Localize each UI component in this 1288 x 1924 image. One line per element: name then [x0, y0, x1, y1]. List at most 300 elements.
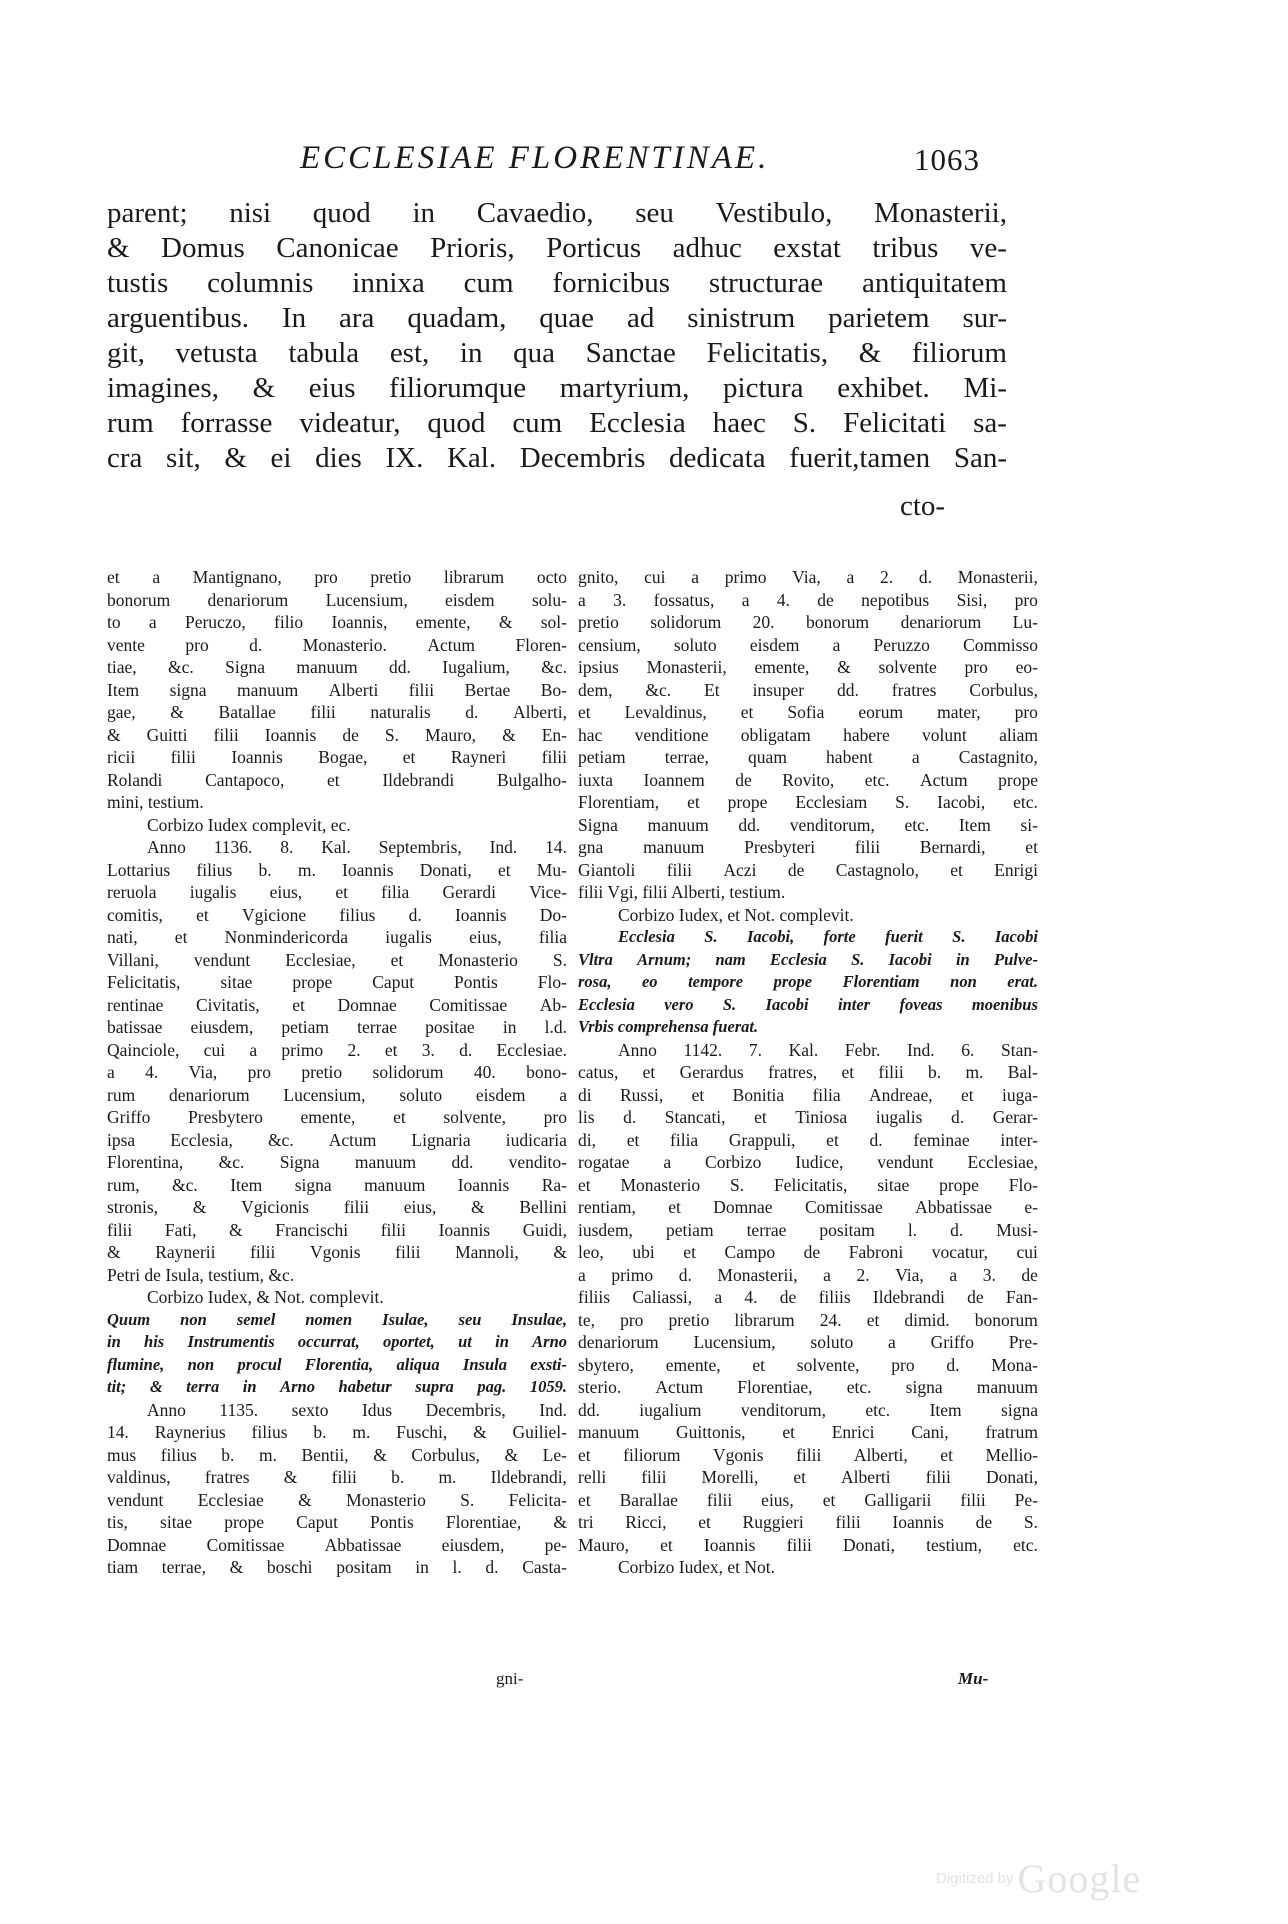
column-word: Rovito, — [782, 769, 835, 790]
column-word: Grappuli, — [728, 1129, 796, 1150]
column-word: terrae, — [664, 747, 709, 767]
column-word: Ioannis — [457, 1174, 510, 1195]
column-word: Arno — [532, 1332, 567, 1351]
column-word: et — [950, 859, 963, 880]
column-word: e- — [1024, 1197, 1038, 1217]
column-word: et — [782, 1422, 795, 1442]
column-word: terrae, — [161, 1557, 206, 1577]
column-word: Anno — [147, 1399, 186, 1420]
column-word: denariorum — [900, 612, 982, 632]
main-text-word: forrasse — [180, 407, 273, 439]
column-word: filii — [641, 1467, 667, 1487]
main-text-word: dedicata — [669, 442, 766, 474]
column-word: pro — [185, 634, 209, 655]
main-text-word: tustis — [107, 267, 169, 299]
column-word: aliam — [999, 724, 1038, 745]
column-word: Anno — [147, 837, 186, 857]
left-column-line — [107, 566, 567, 589]
column-word: et — [1025, 837, 1038, 857]
column-word: Enrigi — [994, 859, 1038, 880]
column-word: a — [663, 1152, 672, 1172]
main-text-word: in — [459, 337, 483, 369]
column-word: de — [967, 1287, 984, 1307]
main-text-word: dies — [315, 442, 362, 474]
left-column-line — [107, 881, 567, 904]
column-word: pro — [314, 567, 338, 587]
column-word: vendito- — [508, 1152, 567, 1172]
column-word: Iacobi — [888, 949, 932, 969]
column-word: filii — [666, 859, 693, 880]
column-word: & — [504, 1444, 519, 1465]
column-word: positam — [819, 1219, 875, 1240]
column-word: et — [866, 1309, 880, 1330]
column-word: Kal. — [788, 1039, 819, 1060]
column-word: Caput — [372, 972, 415, 992]
left-column-line — [107, 634, 567, 657]
main-text-word: Felicitati — [843, 407, 947, 439]
column-word: 24. — [819, 1309, 842, 1330]
main-text-word: antiquitatem — [862, 267, 1007, 299]
column-word: Ioannis — [231, 747, 283, 767]
main-text-word: videatur, — [299, 407, 401, 439]
column-word: Cani, — [911, 1422, 949, 1442]
column-word: etc. — [904, 814, 930, 835]
column-word: Lottarius — [107, 859, 171, 880]
column-word: Mona- — [991, 1354, 1038, 1375]
column-word: Via, — [792, 567, 821, 587]
column-word: a — [846, 567, 855, 587]
running-head — [300, 140, 1000, 180]
left-column-line — [107, 724, 567, 747]
column-word: erat. — [1007, 972, 1038, 991]
main-text-word: seu — [635, 197, 674, 229]
watermark-digitized-by: Digitized by — [936, 1870, 1014, 1887]
right-column-line — [578, 1489, 1038, 1512]
column-word: Vgicione — [242, 904, 307, 925]
column-word: dd. — [738, 814, 761, 835]
column-word: positae — [425, 1017, 475, 1037]
column-word: solidorum — [650, 612, 722, 632]
column-word: emente, — [665, 1354, 721, 1375]
main-text-word: Cavaedio, — [476, 197, 594, 229]
column-word: Et — [704, 679, 720, 700]
right-column-line — [578, 1331, 1038, 1354]
column-word: 2. — [347, 1039, 361, 1060]
column-word: Guiliel- — [512, 1422, 567, 1442]
column-word: Musi- — [996, 1219, 1038, 1240]
column-word: foveas — [899, 994, 943, 1014]
column-word: de — [1021, 1264, 1038, 1285]
column-word: pe- — [544, 1534, 567, 1555]
main-text-word: Monasterii, — [874, 197, 1007, 229]
column-word: et — [578, 1489, 591, 1510]
left-column-line — [107, 1556, 567, 1579]
column-word: rentiam, — [578, 1197, 636, 1217]
column-word: Lucensium, — [283, 1084, 366, 1105]
left-column-line — [107, 589, 567, 612]
column-word: a — [578, 1264, 586, 1285]
right-column-line — [578, 1219, 1038, 1242]
column-word: rum, — [107, 1174, 140, 1195]
column-word: tempore — [688, 972, 744, 991]
column-word: pro — [1014, 702, 1038, 722]
column-word: pro — [964, 657, 988, 677]
column-word: Guitti — [146, 724, 188, 745]
right-column-line — [578, 1039, 1038, 1062]
column-word: pretio — [370, 567, 412, 587]
column-word: 4. — [776, 589, 790, 610]
left-column-line: Petri de Isula, testium, &c. — [107, 1264, 295, 1285]
column-word: Domnae — [713, 1197, 773, 1217]
right-column-notes — [578, 566, 1038, 1579]
column-word: et — [960, 1084, 974, 1105]
column-word: habere — [843, 724, 890, 745]
column-word: iugalis — [385, 927, 432, 947]
main-text-word: nisi — [229, 197, 272, 229]
column-word: de — [817, 589, 834, 610]
column-word: 14. — [107, 1422, 129, 1442]
column-word: rentinae — [107, 994, 164, 1015]
column-word: ipsa — [107, 1129, 136, 1150]
left-column-line — [107, 746, 567, 769]
column-word: Sisi, — [956, 589, 988, 610]
column-word: signa — [294, 1174, 332, 1195]
column-word: et — [740, 702, 754, 722]
column-word: 4. — [744, 1287, 758, 1307]
column-word: terrae — [746, 1219, 787, 1240]
column-word: et — [822, 1489, 836, 1510]
column-word: a — [949, 1264, 958, 1285]
right-column-line — [578, 1421, 1038, 1444]
column-word: Ecclesia — [578, 994, 635, 1014]
column-word: m. — [438, 1467, 457, 1487]
column-word: relli — [578, 1467, 607, 1487]
left-column-line — [107, 1084, 567, 1107]
column-word: Signa — [279, 1152, 320, 1172]
column-word: librarum — [443, 567, 505, 587]
column-word: a — [832, 634, 841, 655]
column-word: S. — [704, 927, 718, 946]
column-word: d. — [249, 634, 263, 655]
main-text-word: pictura — [723, 372, 804, 404]
column-word: occurrat, — [297, 1332, 360, 1351]
column-word: Isulae, — [382, 1309, 429, 1329]
column-word: l.d. — [544, 1017, 567, 1037]
main-text-word: & — [858, 337, 882, 369]
column-word: Arno — [280, 1377, 315, 1396]
column-word: Bertae — [464, 679, 511, 700]
column-word: sitae — [220, 972, 253, 992]
main-text-line — [107, 231, 1007, 266]
right-column-line — [578, 1084, 1038, 1107]
main-text-word: parent; — [107, 197, 188, 229]
column-word: et — [292, 994, 305, 1015]
column-word: d. — [485, 1557, 499, 1577]
column-word: Bellini — [519, 1197, 567, 1217]
column-word: Donati, — [985, 1467, 1038, 1487]
right-column-line — [578, 1376, 1038, 1399]
column-word: solvente, — [796, 1354, 860, 1375]
column-word: manuum — [976, 1377, 1038, 1397]
column-word: d. — [408, 904, 422, 925]
column-word: Stan- — [1001, 1039, 1038, 1060]
main-text-word: ara — [339, 302, 375, 334]
column-word: exsti- — [530, 1354, 567, 1374]
column-word: & — [107, 724, 121, 745]
column-word: bonorum — [805, 612, 870, 632]
right-column-line — [578, 769, 1038, 792]
column-word: & — [170, 702, 184, 722]
main-text-word: qua — [513, 337, 555, 369]
column-word: Via, — [895, 1264, 924, 1285]
column-word: et — [687, 792, 700, 812]
column-word: positam — [336, 1557, 392, 1577]
right-column-line — [578, 859, 1038, 882]
column-word: fratres — [891, 679, 937, 700]
left-column-line — [107, 836, 567, 859]
column-word: tiae, — [107, 657, 137, 677]
column-word: &c. — [168, 657, 194, 677]
column-word: pretio — [578, 612, 619, 632]
column-word: Ab- — [539, 994, 567, 1015]
column-word: a — [152, 567, 161, 587]
main-text-word: parietem — [828, 302, 930, 334]
column-word: fuerit — [885, 927, 923, 946]
right-column-line — [578, 791, 1038, 814]
column-word: non — [180, 1309, 207, 1329]
left-column-line — [107, 1196, 567, 1219]
column-word: 2. — [880, 567, 894, 587]
column-word: nomen — [305, 1309, 353, 1329]
column-word: Monasterio. — [302, 634, 387, 655]
column-word: batissae — [107, 1017, 163, 1037]
main-text-line — [107, 441, 1007, 476]
column-word: S. — [730, 1174, 745, 1195]
right-column-line — [578, 679, 1038, 702]
column-word: et — [327, 769, 340, 790]
column-word: Item — [107, 679, 140, 700]
column-word: dimid. — [904, 1309, 950, 1330]
column-word: petiam — [578, 747, 626, 767]
column-word: Anno — [618, 1039, 657, 1060]
column-word: Casta- — [522, 1557, 567, 1577]
column-word: et — [754, 1107, 767, 1127]
column-word: Nonmindericorda — [224, 927, 349, 947]
left-column-notes — [107, 566, 567, 1579]
column-word: Abbatissae — [324, 1534, 402, 1555]
column-word: Civitatis, — [195, 994, 260, 1015]
column-word: et — [107, 567, 120, 587]
main-text-word: exstat — [773, 232, 841, 264]
column-word: vero — [664, 994, 694, 1014]
column-word: Levaldinus, — [624, 702, 707, 722]
column-word: & — [553, 1512, 567, 1532]
column-word: Raynerius — [154, 1422, 226, 1442]
column-word: Fabroni — [848, 1242, 904, 1262]
main-text-word: quadam, — [407, 302, 507, 334]
main-text-word: git, — [107, 337, 145, 369]
main-text-word: est, — [389, 337, 430, 369]
column-word: soluto — [399, 1084, 443, 1105]
main-text-word: S. — [792, 407, 817, 439]
column-word: Ioannis — [264, 724, 317, 745]
column-word: tit; — [107, 1377, 127, 1396]
column-word: Gerardi — [442, 882, 496, 902]
column-word: & — [229, 1219, 243, 1240]
column-word: Bernardi, — [919, 837, 986, 857]
column-word: soluto — [673, 634, 717, 655]
column-word: etc. — [865, 1399, 891, 1420]
main-text-line — [107, 196, 1007, 231]
column-word: Pontis — [454, 972, 498, 992]
right-column-line — [578, 1286, 1038, 1309]
column-word: Lucensium, — [693, 1332, 776, 1352]
column-word: filii — [343, 1197, 370, 1217]
column-word: Campo — [724, 1242, 776, 1262]
column-word: Alberti — [328, 679, 379, 700]
column-word: nam — [715, 949, 746, 969]
right-column-line — [578, 746, 1038, 769]
column-word: Griffo — [107, 1107, 151, 1127]
right-column-line: Vrbis comprehensa fuerat. — [578, 1017, 759, 1036]
column-word: etc. — [864, 769, 890, 790]
right-column-line — [578, 1061, 1038, 1084]
column-word: Fan- — [1005, 1287, 1038, 1307]
column-word: Flo- — [537, 972, 567, 992]
column-word: comitis, — [107, 904, 163, 925]
column-word: volunt — [922, 724, 967, 745]
column-word: Iudice, — [795, 1152, 844, 1172]
column-word: quam — [748, 747, 787, 767]
column-word: Floren- — [515, 634, 567, 655]
column-word: et — [683, 1242, 696, 1262]
column-word: Decembris, — [425, 1399, 506, 1420]
column-word: et — [174, 927, 188, 947]
main-text-word: filiorum — [911, 337, 1007, 369]
column-word: Ind. — [489, 837, 518, 857]
column-word: Domnae — [337, 994, 397, 1015]
main-text-word: IX. — [385, 442, 424, 474]
column-word: 2. — [856, 1264, 870, 1285]
main-text-word: cra — [107, 442, 143, 474]
column-word: Alberti, — [513, 702, 567, 722]
column-word: leo, — [578, 1242, 604, 1262]
right-column-line — [578, 814, 1038, 837]
main-text-word: quod — [427, 407, 486, 439]
main-text-word: ve- — [969, 232, 1007, 264]
main-text-word: adhuc — [672, 232, 742, 264]
column-word: tri — [578, 1512, 594, 1532]
column-word: primo — [281, 1039, 324, 1060]
column-word: Guittonis, — [676, 1422, 746, 1442]
column-word: 20. — [752, 612, 775, 632]
main-text-word: Decembris — [519, 442, 646, 474]
column-word: filii — [395, 1242, 421, 1262]
column-word: S. — [851, 949, 865, 969]
column-word: Ecclesia, — [170, 1129, 233, 1150]
column-word: Via, — [188, 1062, 218, 1082]
column-word: Comitissae — [206, 1534, 285, 1555]
column-word: insuper — [752, 679, 805, 700]
left-column-line — [107, 656, 567, 679]
right-column-catchword: Mu- — [958, 1669, 989, 1688]
column-word: & — [298, 1489, 312, 1510]
column-word: Monasterio — [620, 1174, 701, 1195]
column-word: Lignaria — [411, 1129, 471, 1150]
column-word: Fuschi, — [396, 1422, 448, 1442]
column-word: et — [626, 1129, 640, 1150]
column-word: et — [940, 1444, 953, 1465]
column-word: Comitissae — [804, 1197, 883, 1217]
column-word: sterio. — [578, 1377, 622, 1397]
column-word: terra — [186, 1377, 220, 1396]
main-text-word: eius — [308, 372, 356, 404]
main-text-word: exhibet. — [837, 372, 930, 404]
column-word: boschi — [266, 1557, 313, 1577]
column-word: filii — [380, 1219, 407, 1240]
main-text-word: in — [412, 197, 436, 229]
right-column-line — [578, 949, 1038, 972]
column-word: Lucensium, — [325, 589, 408, 610]
column-word: a — [888, 1332, 896, 1352]
column-word: iugalis — [189, 882, 237, 902]
column-word: eo — [641, 972, 658, 991]
column-word: b. — [258, 859, 272, 880]
column-word: iugalis — [875, 1107, 923, 1127]
column-word: 1059. — [529, 1377, 567, 1396]
column-word: filii — [213, 724, 239, 745]
main-catchword: cto- — [900, 490, 946, 522]
column-word: naturalis — [370, 702, 431, 722]
column-word: Ecclesia — [769, 949, 827, 969]
column-word: denariorum — [578, 1332, 659, 1352]
column-word: Item — [230, 1174, 263, 1195]
column-word: Tiniosa — [795, 1107, 848, 1127]
column-word: Fati, — [164, 1219, 197, 1240]
column-word: petiam — [665, 1219, 714, 1240]
column-word: valdinus, — [107, 1467, 171, 1487]
column-word: et — [578, 1444, 591, 1465]
column-word: prope — [939, 1174, 979, 1195]
column-word: S. — [1023, 1512, 1038, 1532]
column-word: Ioannis — [438, 1219, 491, 1240]
column-word: filiis — [578, 1287, 611, 1307]
left-column-line — [107, 1354, 567, 1377]
main-text-word: Prioris, — [430, 232, 515, 264]
column-word: sol- — [540, 612, 567, 632]
column-word: lis — [578, 1107, 595, 1127]
column-word: m. — [258, 1444, 277, 1465]
column-word: si- — [1020, 814, 1038, 835]
main-text-word: In — [281, 302, 307, 334]
left-column-line: Corbizo Iudex, & Not. complevit. — [147, 1287, 384, 1307]
right-column-line: Corbizo Iudex, et Not. complevit. — [618, 904, 854, 925]
column-word: Ecclesiae, — [967, 1152, 1038, 1172]
column-word: filii — [107, 1219, 133, 1240]
left-column-line — [107, 904, 567, 927]
column-word: di — [578, 1084, 592, 1105]
column-word: d. — [459, 1039, 473, 1060]
column-word: 14. — [545, 837, 567, 857]
column-word: Iugalium, — [442, 657, 510, 677]
main-text-word: imagines, — [107, 372, 219, 404]
column-word: eius, — [269, 882, 303, 902]
column-word: Peruzzo — [873, 634, 930, 655]
running-title: ECCLESIAE FLORENTINAE. — [300, 140, 770, 176]
right-column-line — [578, 724, 1038, 747]
column-word: Corbulus, — [969, 679, 1038, 700]
column-word: &c. — [541, 657, 567, 677]
